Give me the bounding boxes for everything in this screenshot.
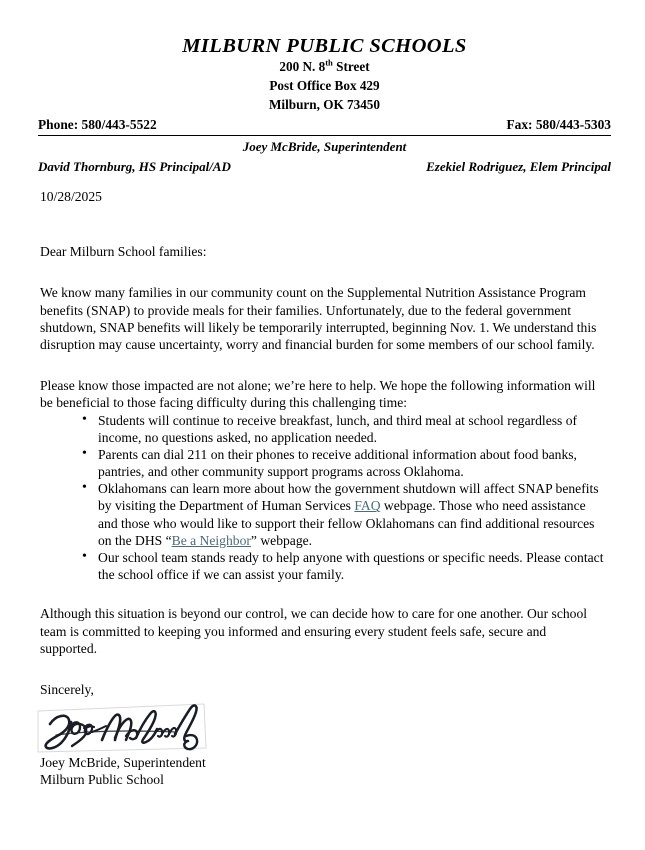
address-street-prefix: 200 N. 8 xyxy=(279,59,326,75)
elem-principal-name: Ezekiel Rodriguez, Elem Principal xyxy=(426,159,611,175)
contact-row xyxy=(38,117,611,136)
organization-title: MILBURN PUBLIC SCHOOLS xyxy=(182,35,467,57)
principals-row xyxy=(38,158,611,177)
list-item xyxy=(82,446,606,480)
faq-link[interactable]: FAQ xyxy=(354,498,381,514)
be-a-neighbor-link[interactable]: Be a Neighbor xyxy=(171,532,251,548)
bullet-dhs-text-part2: webpage. Those who need assistance and those who would like to support their fellow Oklahomans can find additional resources on the DHS “ xyxy=(98,498,595,548)
signature-image xyxy=(36,702,208,754)
list-item xyxy=(82,549,606,583)
list-item xyxy=(82,480,606,549)
letter-salutation: Dear Milburn School families: xyxy=(40,244,207,260)
paragraph-snap-intro: We know many families in our community count on the Supplemental Nutrition Assistance Program benefits (SNAP) to provide meals for their families. Unfortunately, due to the federal government shutdown, SNAP benefits will likely be temporarily interrupted, beginning Nov. 1. We understand this disruption may cause uncertainty, worry and financial burden for some members of our school family. xyxy=(40,285,597,352)
signer-organization: Milburn Public School xyxy=(40,772,164,788)
bullet-school-team-text: Our school team stands ready to help anyone with questions or specific needs. Please contact the school office if we can assist your family. xyxy=(98,550,604,583)
letterhead xyxy=(38,34,611,177)
address-po-box: Post Office Box 429 xyxy=(269,77,380,93)
paragraph-closing-message: Although this situation is beyond our control, we can decide how to care for one another. Our school team is committed to keeping you informed and ensuring every student feels safe, secure and supported. xyxy=(40,606,588,656)
address-street xyxy=(38,58,611,77)
address-street-suffix: Street xyxy=(332,59,370,75)
bullet-dhs-text-part3: ” webpage. xyxy=(250,532,313,548)
superintendent-name: Joey McBride, Superintendent xyxy=(242,139,407,155)
bullet-211-text: Parents can dial 211 on their phones to receive additional information about food banks, pantries, and other community support programs across Oklahoma. xyxy=(98,446,577,480)
paragraph-help-intro: Please know those impacted are not alone; we’re here to help. We hope the following information will be beneficial to those facing difficulty during this challenging time: xyxy=(40,378,596,411)
bullet-meals-text: Students will continue to receive breakfast, lunch, and third meal at school regardless of income, no questions asked, no application needed. xyxy=(98,412,578,445)
letter-date: 10/28/2025 xyxy=(40,189,102,204)
list-item xyxy=(82,412,606,446)
letter-body xyxy=(40,188,606,657)
fax-number: Fax: 580/443-5303 xyxy=(506,117,611,133)
phone-number: Phone: 580/443-5522 xyxy=(38,117,157,133)
signer-name-title: Joey McBride, Superintendent xyxy=(40,755,206,771)
bullet-dhs-text-part1: Oklahomans can learn more about how the government shutdown will affect SNAP benefits by visiting the Department of Human Services xyxy=(98,481,599,514)
address-street-ordinal: th xyxy=(325,57,333,68)
information-list xyxy=(40,412,606,584)
address-city-state-zip: Milburn, OK 73450 xyxy=(268,96,380,112)
hs-principal-name: David Thornburg, HS Principal/AD xyxy=(38,159,231,175)
signature-block xyxy=(40,681,340,789)
closing-salutation: Sincerely, xyxy=(40,682,94,697)
